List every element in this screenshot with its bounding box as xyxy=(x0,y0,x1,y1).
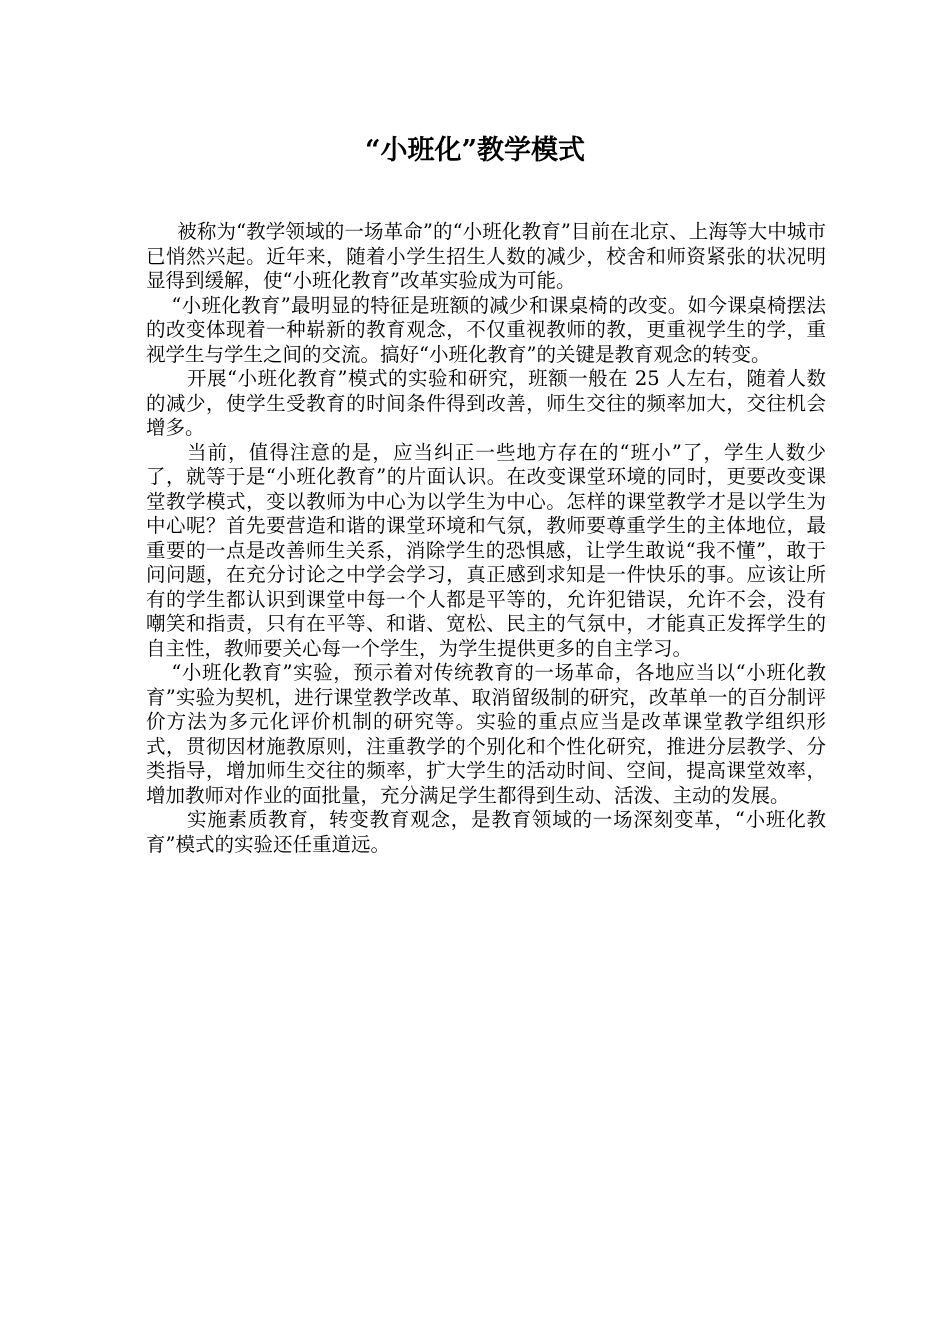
paragraph-4: 当前，值得注意的是，应当纠正一些地方存在的“班小”了，学生人数少了，就等于是“小班化教育”的片面认识。在改变课堂环境的同时，更要改变课堂教学模式，变以教师为中心为以学生为中心。怎样的课堂教学才是以学生为中心呢？首先要营造和谐的课堂环境和气氛，教师要尊重学生的主体地位，最重要的一点是改善师生关系，消除学生的恐惧感，让学生敢说“我不懂”，敢于问问题，在充分讨论之中学会学习，真正感到求知是一件快乐的事。应该让所有的学生都认识到课堂中每一个人都是平等的，允许犯错误，允许不会，没有嘲笑和指责，只有在平等、和谐、宽松、民主的气氛中，才能真正发挥学生的自主性，教师要关心每一个学生，为学生提供更多的自主学习。 xyxy=(146,440,826,660)
paragraph-5: “小班化教育”实验，预示着对传统教育的一场革命，各地应当以“小班化教育”实验为契机，进行课堂教学改革、取消留级制的研究，改革单一的百分制评价方法为多元化评价机制的研究等。实验的重点应当是改革课堂教学组织形式，贯彻因材施教原则，注重教学的个别化和个性化研究，推进分层教学、分类指导，增加师生交往的频率，扩大学生的活动时间、空间，提高课堂效率，增加教师对作业的面批量，充分满足学生都得到生动、活泼、主动的发展。 xyxy=(146,661,826,807)
document-body xyxy=(146,220,826,857)
paragraph-2: “小班化教育”最明显的特征是班额的减少和课桌椅的改变。如今课桌椅摆法的改变体现着一种崭新的教育观念，不仅重视教师的教，更重视学生的学，重视学生与学生之间的交流。搞好“小班化教育”的关键是教育观念的转变。 xyxy=(146,293,826,366)
paragraph-1: 被称为“教学领域的一场革命”的“小班化教育”目前在北京、上海等大中城市已悄然兴起。近年来，随着小学生招生人数的减少，校舍和师资紧张的状况明显得到缓解，使“小班化教育”改革实验成为可能。 xyxy=(146,220,826,292)
document-title: “小班化”教学模式 xyxy=(364,135,586,166)
paragraph-3: 开展“小班化教育”模式的实验和研究，班额一般在 25 人左右，随着人数的减少，使学生受教育的时间条件得到改善，师生交往的频率加大，交往机会增多。 xyxy=(146,367,826,439)
paragraph-6: 实施素质教育，转变教育观念，是教育领域的一场深刻变革，“小班化教育”模式的实验还任重道远。 xyxy=(146,808,826,856)
